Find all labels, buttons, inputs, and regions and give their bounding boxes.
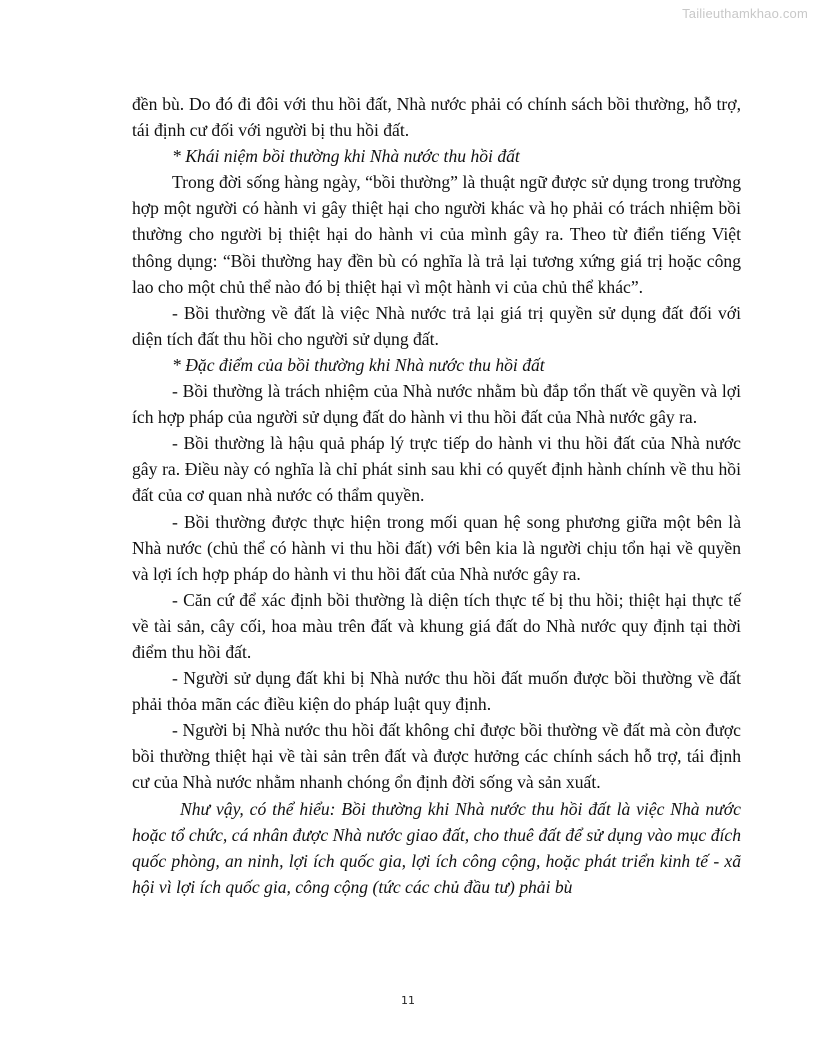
watermark-text: Tailieuthamkhao.com xyxy=(682,6,808,21)
paragraph-characteristic-6: - Người bị Nhà nước thu hồi đất không chỉ được bồi thường về đất mà còn được bồi thường thiệt hại về tài sản trên đất và được hưởng các chính sách hỗ trợ, tái định cư của Nhà nước nhằm nhanh chóng ổn định đời sống và sản xuất. xyxy=(132,720,741,793)
document-body xyxy=(132,91,741,900)
paragraph-land-compensation: - Bồi thường về đất là việc Nhà nước trả lại giá trị quyền sử dụng đất đối với diện tích đất thu hồi cho người sử dụng đất. xyxy=(132,302,741,349)
paragraph-characteristic-4: - Căn cứ để xác định bồi thường là diện tích thực tế bị thu hồi; thiệt hại thực tế về tài sản, cây cối, hoa màu trên đất và khung giá đất do Nhà nước quy định tại thời điểm thu hồi đất. xyxy=(132,589,741,662)
paragraph-continuation: đền bù. Do đó đi đôi với thu hồi đất, Nhà nước phải có chính sách bồi thường, hỗ trợ, tái định cư đối với người bị thu hồi đất. xyxy=(132,94,741,141)
page-number: 11 xyxy=(401,994,415,1007)
paragraph-characteristic-3: - Bồi thường được thực hiện trong mối quan hệ song phương giữa một bên là Nhà nước (chủ thể có hành vi thu hồi đất) với bên kia là người chịu tổn hại về quyền và lợi ích hợp pháp do hành vi thu hồi đất của Nhà nước gây ra. xyxy=(132,511,741,584)
paragraph-characteristic-2: - Bồi thường là hậu quả pháp lý trực tiếp do hành vi thu hồi đất của Nhà nước gây ra. Điều này có nghĩa là chỉ phát sinh sau khi có quyết định hành chính về thu hồi đất của cơ quan nhà nước có thẩm quyền. xyxy=(132,433,741,506)
section-heading-characteristics: * Đặc điểm của bồi thường khi Nhà nước thu hồi đất xyxy=(172,354,545,375)
section-heading-concept: * Khái niệm bồi thường khi Nhà nước thu hồi đất xyxy=(172,146,520,167)
paragraph-characteristic-1: - Bồi thường là trách nhiệm của Nhà nước nhằm bù đắp tổn thất về quyền và lợi ích hợp pháp của người sử dụng đất do hành vi thu hồi đất của Nhà nước gây ra. xyxy=(132,381,741,428)
paragraph-definition: Trong đời sống hàng ngày, “bồi thường” là thuật ngữ được sử dụng trong trường hợp một người có hành vi gây thiệt hại cho người khác và họ phải có trách nhiệm bồi thường cho người bị thiệt hại do hành vi của mình gây ra. Theo từ điển tiếng Việt thông dụng: “Bồi thường hay đền bù có nghĩa là trả lại tương xứng giá trị hoặc công lao cho một chủ thể nào đó bị thiệt hại vì một hành vi của chủ thể khác”. xyxy=(132,172,741,297)
paragraph-conclusion: Như vậy, có thể hiểu: Bồi thường khi Nhà nước thu hồi đất là việc Nhà nước hoặc tổ chức, cá nhân được Nhà nước giao đất, cho thuê đất để sử dụng vào mục đích quốc phòng, an ninh, lợi ích quốc gia, lợi ích công cộng, hoặc phát triển kinh tế - xã hội vì lợi ích quốc gia, công cộng (tức các chủ đầu tư) phải bù xyxy=(132,798,741,897)
paragraph-characteristic-5: - Người sử dụng đất khi bị Nhà nước thu hồi đất muốn được bồi thường về đất phải thỏa mãn các điều kiện do pháp luật quy định. xyxy=(132,668,741,715)
